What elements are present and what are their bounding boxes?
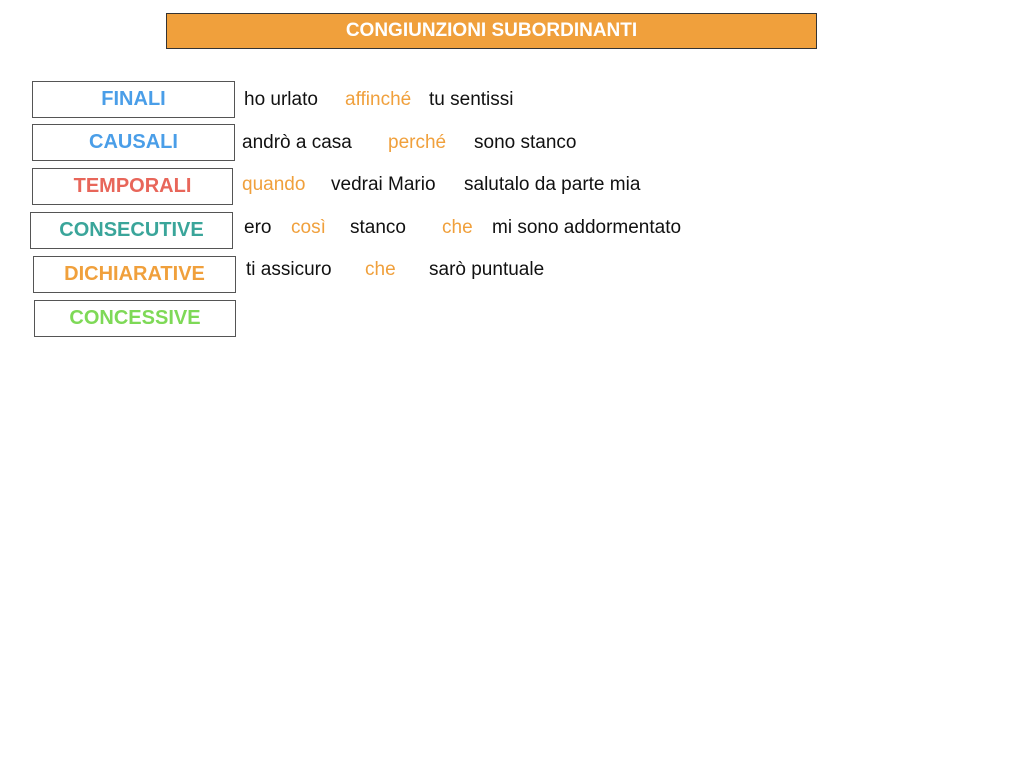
- label-concessive: CONCESSIVE: [34, 300, 236, 337]
- label-finali: FINALI: [32, 81, 235, 118]
- page-title: CONGIUNZIONI SUBORDINANTI: [166, 13, 817, 49]
- example-consecutive-adjective: stanco: [350, 217, 406, 238]
- example-consecutive-conjunction-2: che: [442, 217, 473, 238]
- example-consecutive-sub: mi sono addormentato: [492, 217, 682, 238]
- example-temporali-conjunction: quando: [242, 174, 306, 195]
- example-dichiarative-main: ti assicuro: [246, 259, 332, 280]
- label-temporali: TEMPORALI: [32, 168, 233, 205]
- example-dichiarative-conjunction: che: [365, 259, 396, 280]
- example-consecutive-conjunction-1: così: [291, 217, 326, 238]
- example-causali-main: andrò a casa: [242, 132, 352, 153]
- label-dichiarative: DICHIARATIVE: [33, 256, 236, 293]
- example-finali-main: ho urlato: [244, 89, 318, 110]
- example-causali-conjunction: perché: [388, 132, 447, 153]
- label-causali: CAUSALI: [32, 124, 235, 161]
- example-temporali-sub: vedrai Mario: [331, 174, 436, 195]
- example-finali-sub: tu sentissi: [429, 89, 514, 110]
- example-finali-conjunction: affinché: [345, 89, 412, 110]
- example-causali-sub: sono stanco: [474, 132, 577, 153]
- example-temporali-main: salutalo da parte mia: [464, 174, 641, 195]
- example-dichiarative-sub: sarò puntuale: [429, 259, 545, 280]
- example-consecutive-main: ero: [244, 217, 272, 238]
- label-consecutive: CONSECUTIVE: [30, 212, 233, 249]
